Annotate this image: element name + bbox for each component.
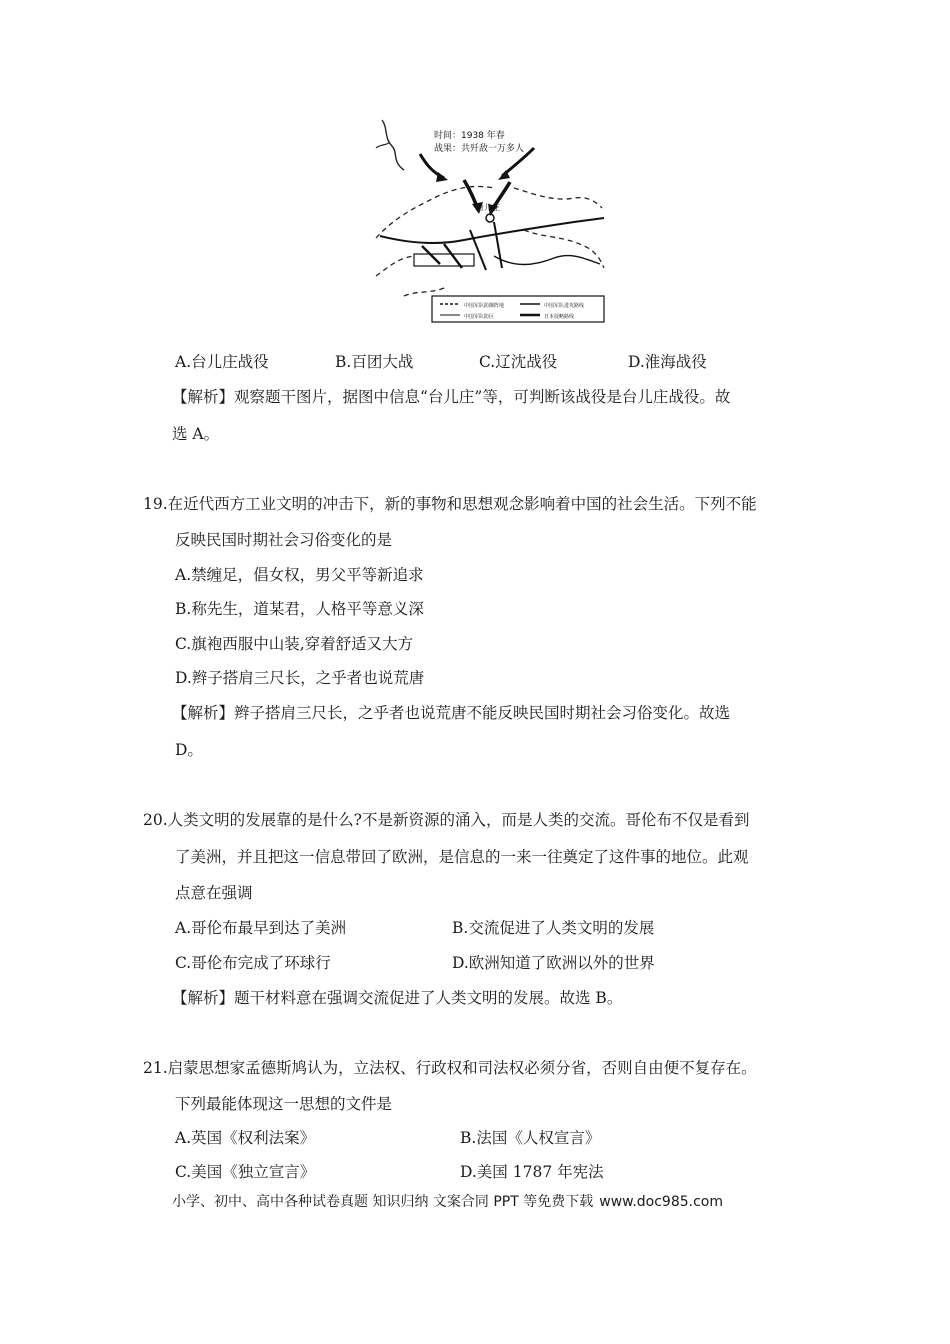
q19-stem-cont: 反映民国时期社会习俗变化的是 bbox=[175, 531, 393, 549]
map-legend-item: 中国军队进攻路线 bbox=[544, 303, 585, 309]
q18-analysis: 【解析】观察题干图片，据图中信息“台儿庄”等，可判断该战役是台儿庄战役。故 bbox=[172, 388, 731, 406]
q20-stem: 20.人类文明的发展靠的是什么?不是新资源的涌入，而是人类的交流。哥伦布不仅是看到 bbox=[143, 811, 750, 829]
map-caption-time: 时间：1938 年春 bbox=[434, 131, 505, 141]
q20-option-b: B.交流促进了人类文明的发展 bbox=[452, 919, 655, 937]
q18-option-b: B.百团大战 bbox=[335, 353, 414, 371]
footer-text: 小学、初中、高中各种试卷真题 知识归纳 文案合同 PPT 等免费下载 bbox=[172, 1194, 594, 1210]
q20-analysis: 【解析】题干材料意在强调交流促进了人类文明的发展。故选 B。 bbox=[172, 989, 623, 1007]
q20-option-c: C.哥伦布完成了环球行 bbox=[175, 954, 331, 972]
q21-stem: 21.启蒙思想家孟德斯鸠认为，立法权、行政权和司法权必须分省，否则自由便不复存在。 bbox=[143, 1059, 757, 1077]
map-caption-result: 战果：共歼敌一万多人 bbox=[434, 144, 525, 154]
q19-analysis: 【解析】辫子搭肩三尺长，之乎者也说荒唐不能反映民国时期社会习俗变化。故选 bbox=[172, 704, 731, 722]
map-legend-item: 日本侵略路线 bbox=[544, 314, 575, 320]
footer-site-link[interactable]: www.doc985.com bbox=[599, 1194, 723, 1210]
q19-option-b: B.称先生，道某君，人格平等意义深 bbox=[175, 600, 424, 618]
map-place-label: 台儿庄 bbox=[476, 203, 500, 212]
map-legend-item: 中国军队防区 bbox=[464, 314, 495, 320]
map-legend-item: 中国军队防御阵地 bbox=[464, 303, 505, 309]
q20-option-d: D.欧洲知道了欧洲以外的世界 bbox=[452, 954, 655, 972]
q19-option-a: A.禁缠足，倡女权，男父平等新追求 bbox=[175, 566, 424, 584]
battle-map-figure bbox=[374, 118, 606, 324]
q18-analysis-cont: 选 A。 bbox=[172, 425, 220, 443]
q18-option-d: D.淮海战役 bbox=[628, 353, 707, 371]
q19-analysis-cont: D。 bbox=[175, 741, 203, 759]
q21-stem-cont: 下列最能体现这一思想的文件是 bbox=[175, 1095, 393, 1113]
q19-stem: 19.在近代西方工业文明的冲击下，新的事物和思想观念影响着中国的社会生活。下列不能 bbox=[143, 495, 757, 513]
q21-option-a: A.英国《权利法案》 bbox=[175, 1129, 316, 1147]
q20-option-a: A.哥伦布最早到达了美洲 bbox=[175, 919, 347, 937]
page-footer bbox=[172, 1191, 723, 1211]
q20-stem-cont2: 点意在强调 bbox=[175, 884, 253, 902]
q19-option-c: C.旗袍西服中山装,穿着舒适又大方 bbox=[175, 635, 414, 653]
q21-option-d: D.美国 1787 年宪法 bbox=[460, 1163, 604, 1181]
q18-option-a: A.台儿庄战役 bbox=[175, 353, 269, 371]
q21-option-b: B.法国《人权宣言》 bbox=[460, 1129, 601, 1147]
q20-stem-cont: 了美洲，并且把这一信息带回了欧洲，是信息的一来一往奠定了这件事的地位。此观 bbox=[175, 848, 749, 866]
q18-option-c: C.辽沈战役 bbox=[479, 353, 558, 371]
q19-option-d: D.辫子搭肩三尺长，之乎者也说荒唐 bbox=[175, 669, 425, 687]
q21-option-c: C.美国《独立宣言》 bbox=[175, 1163, 316, 1181]
